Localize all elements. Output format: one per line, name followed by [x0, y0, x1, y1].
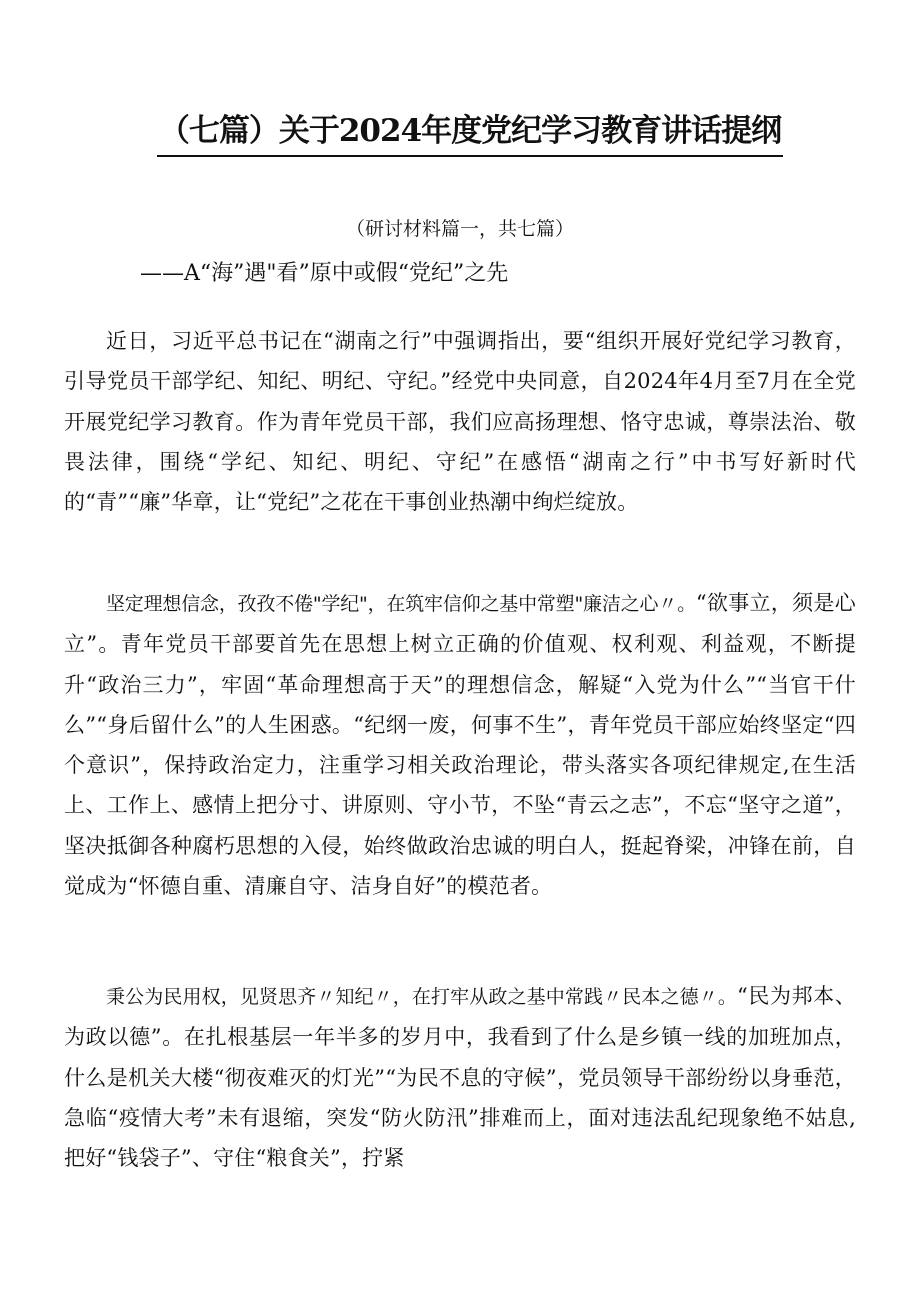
paragraph-3-body: “民为邦本、为政以德”。在扎根基层一年半多的岁月中，我看到了什么是乡镇一线的加班加点，什么是机关大楼“彻夜难灭的灯光”“为民不息的守候”，党员领导干部纷纷以身垂范，急临“疫情大考”未有退缩，突发“防火防汛”排难而上，面对违法乱纪现象绝不姑息,把好“钱袋子”、守住“粮食关”，拧紧 — [64, 984, 857, 1171]
paragraph-3 — [64, 976, 856, 1178]
document-title-text: （七篇）关于2024年度党纪学习教育讲话提纲 — [157, 108, 783, 157]
paragraph-2 — [64, 583, 856, 906]
paragraph-2-heading: 坚定理想信念，孜孜不倦"学纪"，在筑牢信仰之基中常塑"廉洁之心〃。 — [106, 593, 696, 615]
paragraph-1-body: 近日，习近平总书记在“湖南之行”中强调指出，要“组织开展好党纪学习教育，引导党员干部学纪、知纪、明纪、守纪。”经党中央同意，自2024年4月至7月在全党开展党纪学习教育。作为青年党员干部，我们应高扬理想、恪守忠诚，尊崇法治、敬畏法律，围绕“学纪、知纪、明纪、守纪”在感悟“湖南之行”中书写好新时代的“青”“廉”华章，让“党纪”之花在干事创业热潮中绚烂绽放。 — [64, 329, 856, 515]
document-theme-line: ——A“海”遇"看”原中或假“党纪”之先 — [140, 261, 509, 286]
document-subtitle: （研讨材料篇一，共七篇） — [345, 218, 574, 240]
paragraph-2-body: “欲事立，须是心立”。青年党员干部要首先在思想上树立正确的价值观、权利观、利益观，不断提升“政治三力”，牢固“革命理想高于天”的理想信念，解疑“入党为什么”“当官干什么”“身后留什么”的人生困惑。“纪纲一废，何事不生”，青年党员干部应始终坚定“四个意识”，保持政治定力，注重学习相关政治理论，带头落实各项纪律规定,在生活上、工作上、感情上把分寸、讲原则、守小节，不坠“青云之志”，不忘“坚守之道”，坚决抵御各种腐朽思想的入侵，始终做政治忠诚的明白人，挺起脊梁，冲锋在前，自觉成为“怀德自重、清廉自守、洁身自好”的模范者。 — [64, 591, 856, 899]
document-title — [130, 108, 810, 157]
paragraph-1 — [64, 321, 856, 522]
paragraph-3-heading: 秉公为民用权，见贤思齐〃知纪〃，在打牢从政之基中常践〃民本之德〃。 — [106, 986, 737, 1008]
